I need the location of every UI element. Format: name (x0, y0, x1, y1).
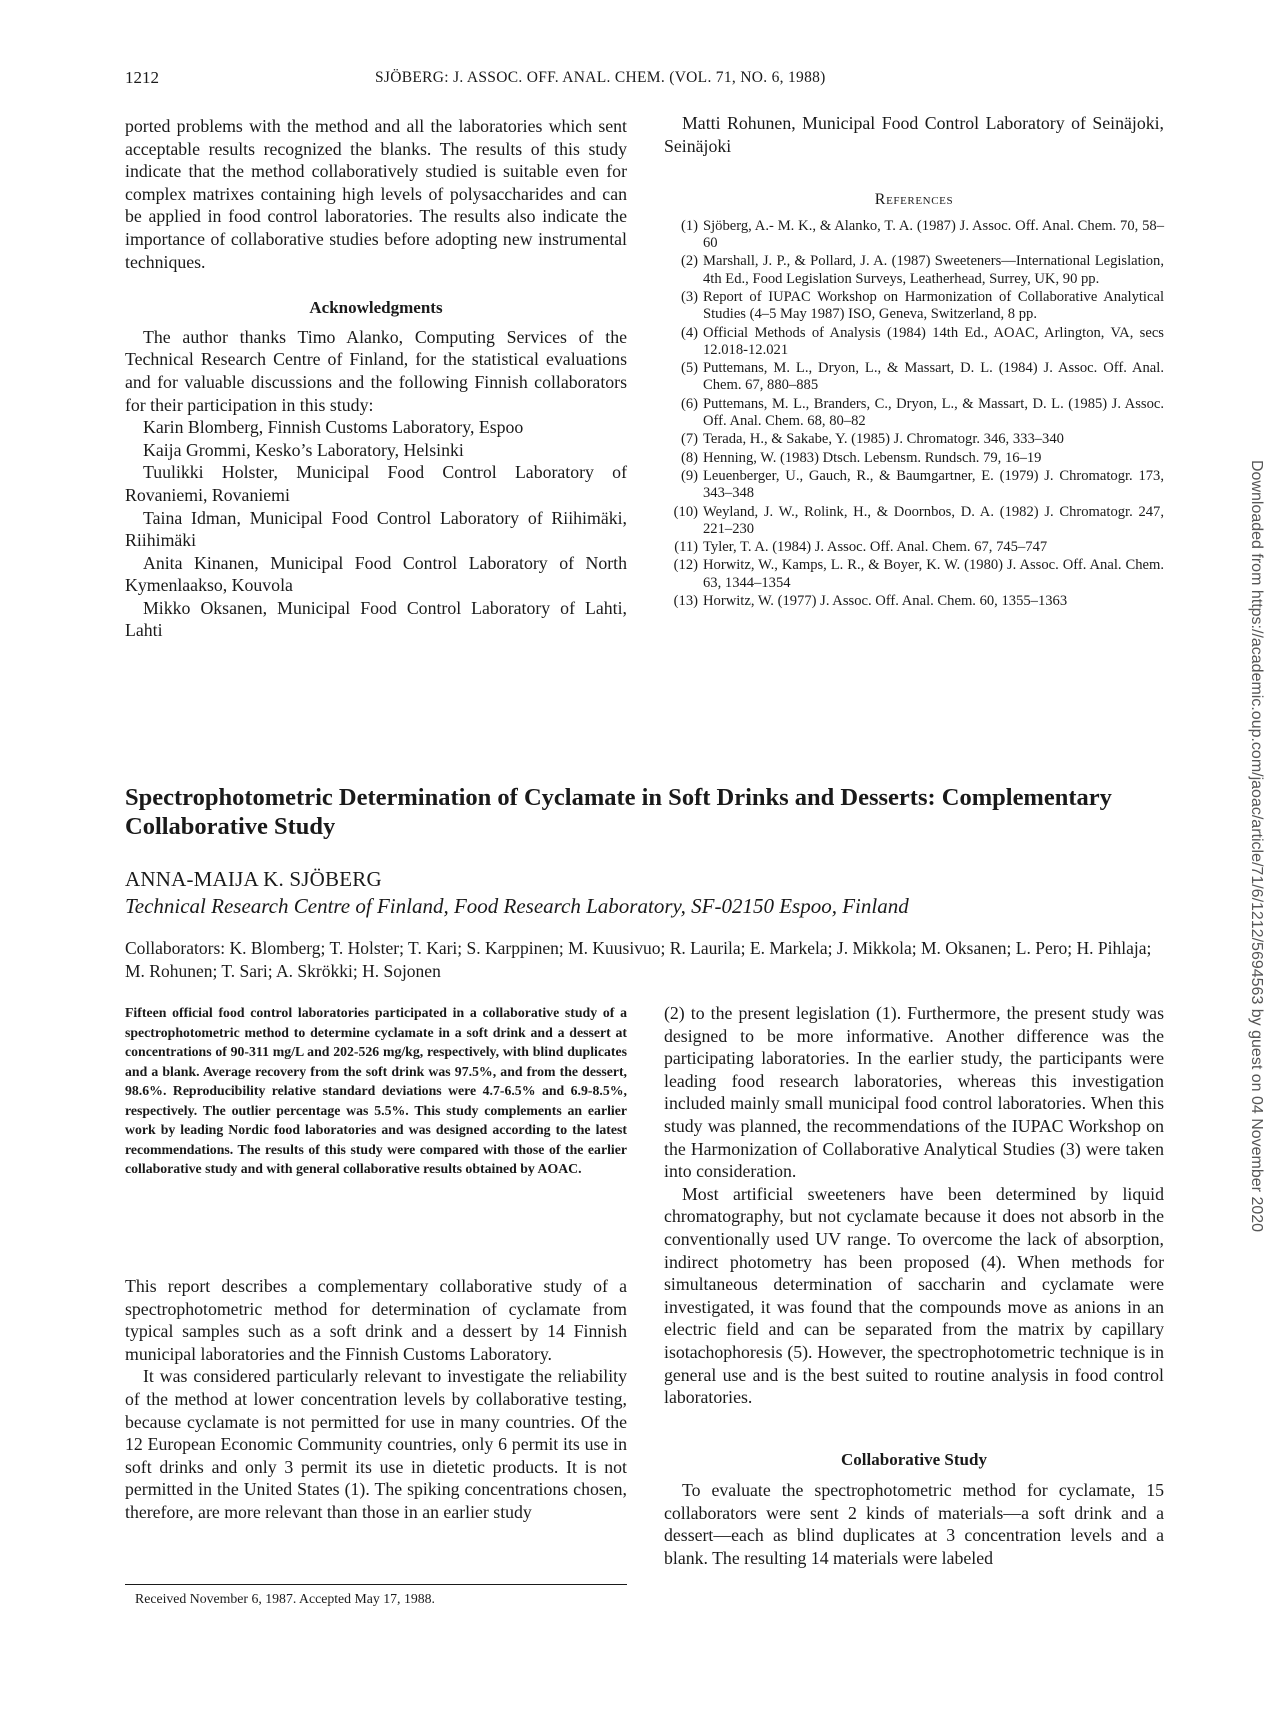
acknowledgments-heading: Acknowledgments (309, 298, 443, 318)
collaborator-entry: Taina Idman, Municipal Food Control Laboratory of Riihimäki, Riihimäki (125, 507, 627, 551)
reference-item: (5) Puttemans, M. L., Dryon, L., & Massart, D. L. (1984) J. Assoc. Off. Anal. Chem. 67, 880–885 (680, 360, 1164, 394)
reference-item: (1) Sjöberg, A.- M. K., & Alanko, T. A. (1987) J. Assoc. Off. Anal. Chem. 70, 58–60 (680, 217, 1164, 252)
references-heading: References (874, 191, 954, 209)
reference-item: (2) Marshall, J. P., & Pollard, J. A. (1987) Sweeteners—International Legislation, 4th Ed., Food Legislation Surveys, Leatherhead, Surrey, UK, 90 pp. (680, 253, 1164, 287)
reference-item: (4) Official Methods of Analysis (1984) 14th Ed., AOAC, Arlington, VA, secs 12.018-12.021 (680, 324, 1164, 358)
reference-item: (12) Horwitz, W., Kamps, L. R., & Boyer, K. W. (1980) J. Assoc. Off. Anal. Chem. 63, 1344–1354 (673, 557, 1164, 591)
collaborator-entry: Mikko Oksanen, Municipal Food Control Laboratory of Lahti, Lahti (125, 597, 627, 641)
reference-item: (3) Report of IUPAC Workshop on Harmonization of Collaborative Analytical Studies (4–5 May 1987) ISO, Geneva, Switzerland, 8 pp. (680, 288, 1164, 323)
body-paragraph: This report describes a complementary collaborative study of a spectrophotometric method for determination of cyclamate from typical samples such as a soft drink and a dessert by 14 Finnish municipal laboratories and the Finnish Customs Laboratory. (125, 1276, 627, 1364)
body-paragraph: (2) to the present legislation (1). Furthermore, the present study was designed to be more informative. Another difference was the participating laboratories. In the earlier study, the participants were leading food research laboratories, whereas this investigation included mainly small municipal food control laboratories. When this study was planned, the recommendations of the IUPAC Workshop on the Harmonization of Collaborative Analytical Studies (3) were taken into consideration. (664, 1003, 1164, 1182)
download-stamp-text: Downloaded from https://academic.oup.com/jaoac/article/71/6/1212/5694563 by guest on 04 November 2020 (1248, 460, 1265, 1233)
footnote (125, 1584, 627, 1607)
article-title: Spectrophotometric Determination of Cyclamate in Soft Drinks and Desserts: Complementary Collaborative Study (125, 784, 1112, 840)
previous-article-left-column (125, 115, 627, 642)
reference-item: (9) Leuenberger, U., Gauch, R., & Baumgartner, E. (1979) J. Chromatogr. 173, 343–348 (680, 467, 1164, 502)
footnote-rule (125, 1584, 627, 1585)
page-number: 1212 (125, 68, 159, 87)
previous-article-right-column (664, 112, 1164, 611)
references-list (664, 218, 1164, 611)
collaborator-entry: Tuulikki Holster, Municipal Food Control Laboratory of Rovaniemi, Rovaniemi (125, 462, 627, 505)
body-left-column (125, 1275, 627, 1524)
acknowledgments-text: The author thanks Timo Alanko, Computing Services of the Technical Research Centre of Finland, for the statistical evaluations and for valuable discussions and the following Finnish collaborators for their participation in this study: (125, 326, 627, 415)
reference-item: (13) Horwitz, W. (1977) J. Assoc. Off. Anal. Chem. 60, 1355–1363 (673, 593, 1068, 610)
footnote-text: Received November 6, 1987. Accepted May 17, 1988. (135, 1591, 436, 1606)
article-header (125, 783, 1165, 983)
body-paragraph: Most artificial sweeteners have been determined by liquid chromatography, but not cyclamate because it does not absorb in the conventionally used UV range. To overcome the lack of absorption, indirect photometry has been proposed (4). When methods for simultaneous determination of saccharin and cyclamate were investigated, it was found that the compounds move as anions in an electric field and can be separated from the matrix by capillary isotachophoresis (5). However, the spectrophotometric technique is in general use and is the best suited to routine analysis in food control laboratories. (664, 1183, 1164, 1408)
collaborator-entry: Kaija Grommi, Kesko’s Laboratory, Helsinki (143, 439, 464, 460)
author-name: ANNA-MAIJA K. SJÖBERG (125, 867, 382, 891)
body-right-column (664, 1002, 1164, 1570)
collaborator-entry: Anita Kinanen, Municipal Food Control Laboratory of North Kymenlaakso, Kouvola (125, 552, 627, 596)
section-heading: Collaborative Study (841, 1449, 987, 1469)
collaborator-entry: Karin Blomberg, Finnish Customs Laboratory, Espoo (143, 417, 524, 438)
reference-item: (10) Weyland, J. W., Rolink, H., & Doornbos, D. A. (1982) J. Chromatogr. 247, 221–230 (673, 503, 1164, 537)
reference-item: (7) Terada, H., & Sakabe, Y. (1985) J. Chromatogr. 346, 333–340 (680, 431, 1064, 448)
reference-item: (11) Tyler, T. A. (1984) J. Assoc. Off. Anal. Chem. 67, 745–747 (674, 539, 1048, 556)
running-head (125, 68, 1165, 90)
closing-paragraph: ported problems with the method and all the laboratories which sent acceptable results recognized the blanks. The results of this study indicate that the method collaboratively studied is suitable even for complex matrixes containing high levels of polysaccharides and can be applied in food control laboratories. The results also indicate the importance of collaborative studies before adopting new instrumental techniques. (125, 116, 627, 272)
reference-item: (8) Henning, W. (1983) Dtsch. Lebensm. Rundsch. 79, 16–19 (680, 449, 1042, 466)
collaborator-entry: Matti Rohunen, Municipal Food Control Laboratory of Seinäjoki, Seinäjoki (664, 113, 1164, 156)
abstract: Fifteen official food control laboratories participated in a collaborative study of a spectrophotometric method to determine cyclamate in a soft drink and a dessert at concentrations of 90-311 mg/L and 202-526 mg/kg, respectively, with blind duplicates and a blank. Average recovery from the soft drink was 97.5%, and from the dessert, 98.6%. Reproducibility relative standard deviations were 4.7-6.5% and 6.9-8.5%, respectively. The outlier percentage was 5.5%. This study complements an earlier work by leading Nordic food laboratories and was designed according to the latest recommendations. The results of this study were compared with those of the earlier collaborative study and with general collaborative results obtained by AOAC. (125, 1005, 627, 1176)
collaborators-list: Collaborators: K. Blomberg; T. Holster; T. Kari; S. Karppinen; M. Kuusivuo; R. Laurila; E. Markela; J. Mikkola; M. Oksanen; L. Pero; H. Pihlaja; M. Rohunen; T. Sari; A. Skrökki; H. Sojonen (125, 938, 1152, 981)
body-paragraph: It was considered particularly relevant to investigate the reliability of the method at lower concentration levels by collaborative testing, because cyclamate is not permitted for use in many countries. Of the 12 European Economic Community countries, only 6 permit its use in soft drinks and only 3 permit its use in dietetic products. It is not permitted in the United States (1). The spiking concentrations chosen, therefore, are more relevant than those in an earlier study (125, 1366, 627, 1522)
body-paragraph: To evaluate the spectrophotometric method for cyclamate, 15 collaborators were sent 2 kinds of materials—a soft drink and a dessert—each as blind duplicates at 3 concentration levels and a blank. The resulting 14 materials were labeled (664, 1480, 1164, 1569)
running-title: SJÖBERG: J. ASSOC. OFF. ANAL. CHEM. (VOL. 71, NO. 6, 1988) (375, 69, 826, 86)
reference-item: (6) Puttemans, M. L., Branders, C., Dryon, L., & Massart, D. L. (1985) J. Assoc. Off. Anal. Chem. 68, 80–82 (680, 395, 1164, 430)
download-stamp (1243, 460, 1265, 1260)
author-affiliation: Technical Research Centre of Finland, Food Research Laboratory, SF-02150 Espoo, Finland (125, 894, 909, 918)
